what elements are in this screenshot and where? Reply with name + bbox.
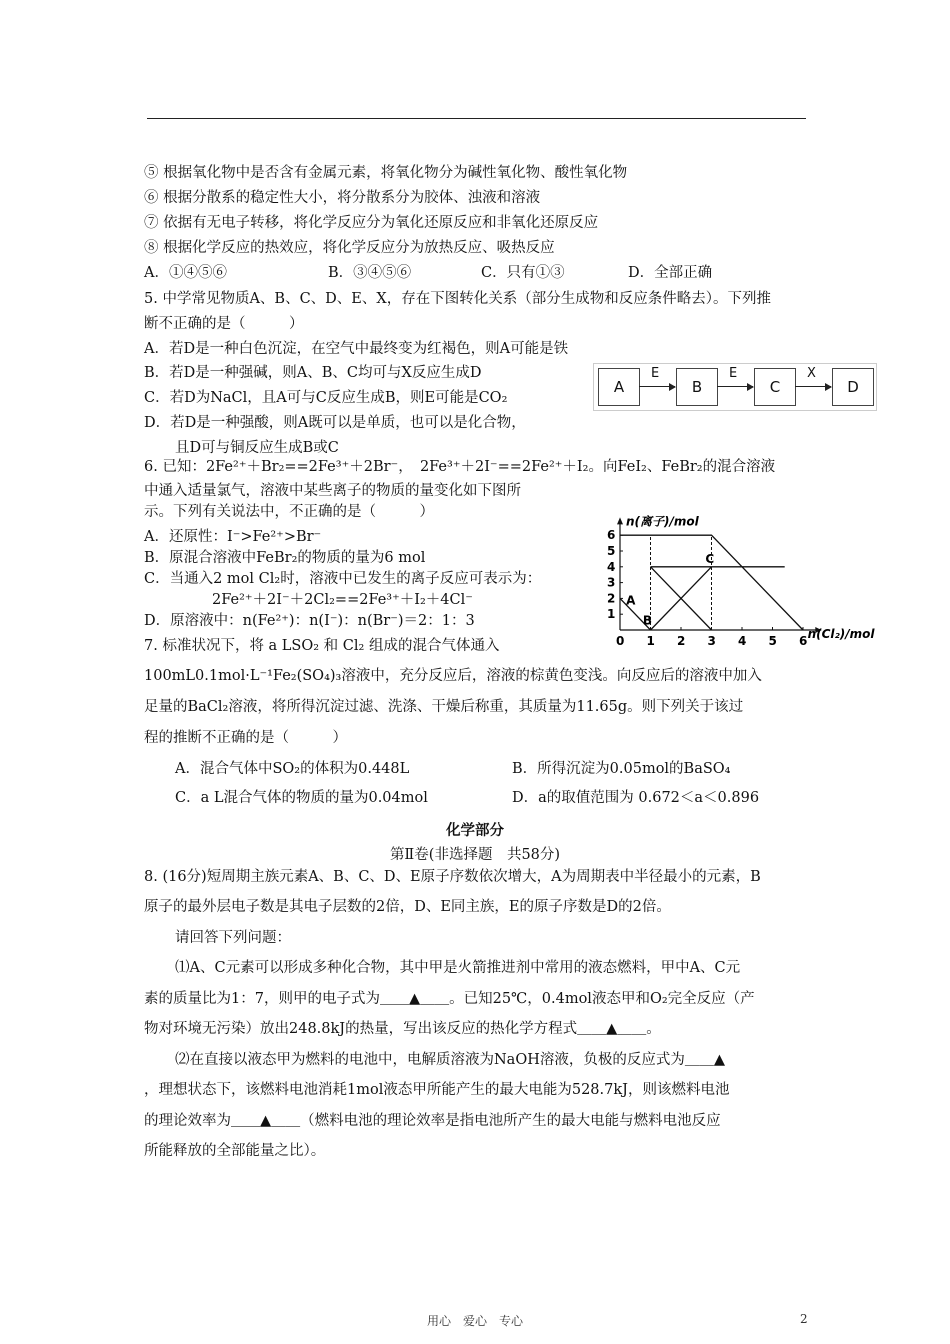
section-title: 化学部分	[446, 823, 504, 839]
q7-option-c: C．a L混合气体的物质的量为0.04mol	[175, 790, 428, 806]
flow-box-d: D	[832, 368, 874, 406]
chart-layer	[607, 514, 875, 648]
q7-option-a: A．混合气体中SO₂的体积为0.448L	[175, 761, 410, 777]
q7-stem-1: 7. 标准状况下，将 a LSO₂ 和 Cl₂ 组成的混合气体通入	[144, 638, 500, 654]
text-line-6: ⑥ 根据分散系的稳定性大小，将分散系分为胶体、浊液和溶液	[144, 190, 541, 206]
flow-box-b: B	[676, 368, 718, 406]
q5-option-c: C．若D为NaCl，且A可与C反应生成B，则E可能是CO₂	[144, 390, 508, 406]
q5-option-b: B．若D是一种强碱，则A、B、C均可与X反应生成D	[144, 365, 482, 381]
y-axis-arrow	[617, 517, 623, 524]
q6-option-c: C．当通入2 mol Cl₂时，溶液中已发生的离子反应可表示为：	[144, 571, 542, 587]
flow-arrow-label-1: E	[651, 366, 660, 381]
q4-option-c: C．只有①③	[481, 265, 565, 281]
q7-stem-3: 足量的BaCl₂溶液，将所得沉淀过滤、洗涤、干燥后称重，其质量为11.65g。则下列关于该过	[144, 699, 744, 715]
q5-stem-1: 5. 中学常见物质A、B、C、D、E、X，存在下图转化关系（部分生成物和反应条件略去）。下列推	[144, 291, 771, 307]
q5-option-a: A．若D是一种白色沉淀，在空气中最终变为红褐色，则A可能是铁	[144, 341, 569, 357]
y-tick-label: 4	[607, 559, 616, 574]
q8-part2-line3: 的理论效率为＿＿▲＿＿（燃料电池的理论效率是指电池所产生的最大电能与燃料电池反应	[144, 1113, 721, 1129]
x-tick-label: 2	[677, 634, 686, 648]
q8-part1-line3: 物对环境无污染）放出248.8kJ的热量，写出该反应的热化学方程式＿＿▲＿＿。	[144, 1021, 661, 1037]
y-tick-label: 5	[607, 544, 616, 558]
x-axis-label: n(Cl₂)/mol	[807, 627, 875, 641]
series-annotation-b: B	[642, 613, 653, 628]
q6-option-d: D．原溶液中：n(Fe²⁺)：n(I⁻)：n(Br⁻)＝2：1：3	[144, 613, 475, 629]
text-line-5: ⑤ 根据氧化物中是否含有金属元素，将氧化物分为碱性氧化物、酸性氧化物	[144, 165, 628, 181]
header-rule	[147, 118, 806, 119]
q4-option-a: A．①④⑤⑥	[144, 265, 227, 281]
x-tick-label: 1	[646, 634, 655, 648]
q8-prompt: 请回答下列问题：	[175, 930, 291, 946]
y-tick-label: 2	[607, 591, 616, 606]
q8-part1-line1: ⑴A、C元素可以形成多种化合物，其中甲是火箭推进剂中常用的液态燃料，甲中A、C元	[175, 960, 741, 976]
q8-part1-line2: 素的质量比为1：7，则甲的电子式为＿＿▲＿＿。已知25℃，0.4mol液态甲和O₂完全反应（产	[144, 991, 755, 1007]
q6-option-c-equation: 2Fe²⁺＋2I⁻＋2Cl₂==2Fe³⁺＋I₂＋4Cl⁻	[212, 592, 473, 608]
flow-box-a: A	[598, 368, 640, 406]
q8-stem-2: 原子的最外层电子数是其电子层数的2倍，D、E同主族，E的原子序数是D的2倍。	[144, 899, 671, 915]
y-tick-label: 6	[607, 528, 616, 543]
section-subtitle: 第Ⅱ卷(非选择题 共58分)	[389, 847, 561, 863]
text-line-8: ⑧ 根据化学反应的热效应，将化学反应分为放热反应、吸热反应	[144, 240, 555, 256]
q8-part2-line2: ，理想状态下，该燃料电池消耗1mol液态甲所能产生的最大电能为528.7kJ，则该燃料电池	[144, 1082, 730, 1098]
x-tick-label: 5	[768, 634, 777, 648]
series-annotation-c: C	[705, 551, 715, 566]
flow-box-c: C	[754, 368, 796, 406]
q5-option-d: D．若D是一种强酸，则A既可以是单质，也可以是化合物，	[144, 415, 526, 431]
flow-arrow-2	[717, 386, 753, 387]
q5-option-d-cont: 且D可与铜反应生成B或C	[175, 440, 339, 456]
text-line-7: ⑦ 依据有无电子转移，将化学反应分为氧化还原反应和非氧化还原反应	[144, 215, 599, 231]
flow-arrow-label-2: E	[729, 366, 738, 381]
y-tick-label: 1	[607, 607, 616, 622]
q6-stem-3: 示。下列有关说法中，不正确的是（ ）	[144, 504, 434, 520]
y-axis-label: n(离子)/mol	[626, 514, 699, 529]
y-tick-label: 3	[607, 575, 616, 590]
flow-arrow-label-3: X	[807, 366, 816, 381]
conversion-flow-diagram	[593, 363, 877, 411]
q8-stem-1: 8. (16分)短周期主族元素A、B、C、D、E原子序数依次增大，A为周期表中半径最小的元素，B	[144, 869, 761, 885]
q8-part2-line4: 所能释放的全部能量之比）。	[144, 1143, 326, 1159]
q6-stem-1: 6. 已知：2Fe²⁺＋Br₂==2Fe³⁺＋2Br⁻， 2Fe³⁺＋2I⁻==2Fe²⁺＋I₂。向FeI₂、FeBr₂的混合溶液	[144, 459, 776, 475]
flow-arrow-1	[639, 386, 675, 387]
x-tick-label: 4	[738, 634, 747, 648]
q5-stem-2: 断不正确的是（ ）	[144, 316, 304, 332]
series-annotation-a: A	[626, 593, 636, 608]
x-tick-label: 3	[707, 634, 716, 648]
q7-option-b: B．所得沉淀为0.05mol的BaSO₄	[512, 761, 731, 777]
q8-part2-line1: ⑵在直接以液态甲为燃料的电池中，电解质溶液为NaOH溶液，负极的反应式为＿＿▲	[175, 1052, 726, 1068]
q7-option-d: D．a的取值范围为 0.672＜a＜0.896	[512, 790, 760, 806]
q4-option-d: D．全部正确	[628, 265, 713, 281]
page-footer: 用心 爱心 专心	[426, 1314, 523, 1328]
q4-option-b: B．③④⑤⑥	[328, 265, 412, 281]
x-tick-label: 0	[616, 634, 625, 648]
q6-option-a: A．还原性：I⁻>Fe²⁺>Br⁻	[144, 529, 322, 545]
flow-arrow-3	[795, 386, 831, 387]
ion-amount-chart	[600, 492, 882, 654]
x-tick-label: 6	[799, 634, 808, 648]
q7-stem-4: 程的推断不正确的是（ ）	[144, 730, 347, 746]
q6-stem-2: 中通入适量氯气，溶液中某些离子的物质的量变化如下图所	[144, 483, 521, 499]
page-number: 2	[800, 1312, 808, 1326]
q7-stem-2: 100mL0.1mol·L⁻¹Fe₂(SO₄)₃溶液中，充分反应后，溶液的棕黄色变浅。向反应后的溶液中加入	[144, 668, 762, 684]
q6-option-b: B．原混合溶液中FeBr₂的物质的量为6 mol	[144, 550, 426, 566]
